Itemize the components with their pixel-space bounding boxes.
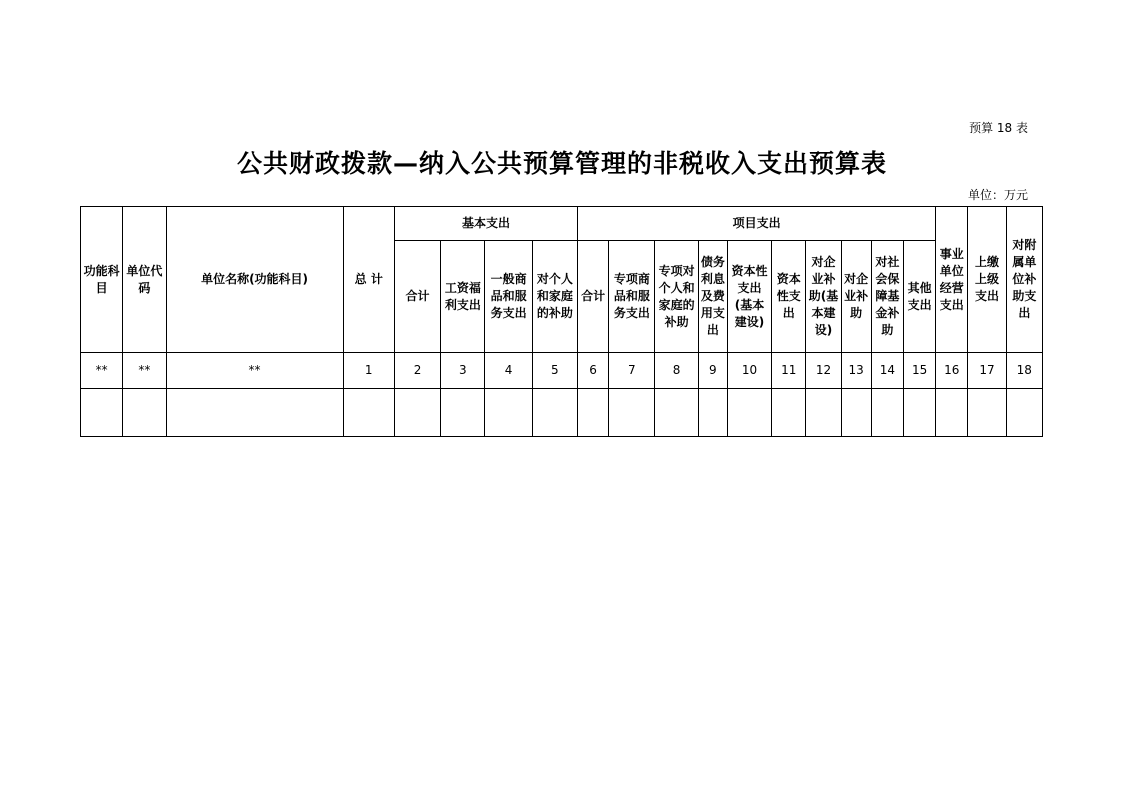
header-project-capital-construction: 资本性支出(基本建设) — [727, 241, 771, 353]
index-cell: 17 — [968, 353, 1006, 389]
empty-cell[interactable] — [532, 389, 577, 437]
header-func-subject: 功能科目 — [81, 207, 123, 353]
empty-cell[interactable] — [441, 389, 485, 437]
empty-cell[interactable] — [698, 389, 727, 437]
index-cell: 4 — [485, 353, 532, 389]
empty-cell[interactable] — [936, 389, 968, 437]
index-cell: 3 — [441, 353, 485, 389]
header-project-goods-services: 专项商品和服务支出 — [609, 241, 655, 353]
header-subsidiary-subsidy: 对附属单位补助支出 — [1006, 207, 1042, 353]
budget-table — [80, 206, 1043, 437]
empty-cell[interactable] — [485, 389, 532, 437]
index-cell: 12 — [806, 353, 841, 389]
header-row-1 — [81, 207, 1043, 241]
empty-cell[interactable] — [394, 389, 440, 437]
header-unit-name: 单位名称(功能科目) — [166, 207, 343, 353]
empty-cell[interactable] — [903, 389, 935, 437]
header-public-unit-operating: 事业单位经营支出 — [936, 207, 968, 353]
empty-cell[interactable] — [166, 389, 343, 437]
empty-cell[interactable] — [343, 389, 394, 437]
empty-cell[interactable] — [727, 389, 771, 437]
empty-cell[interactable] — [81, 389, 123, 437]
data-row-empty — [81, 389, 1043, 437]
header-upper-payment: 上缴上级支出 — [968, 207, 1006, 353]
empty-cell[interactable] — [123, 389, 166, 437]
index-cell: ** — [123, 353, 166, 389]
header-project-debt-interest: 债务利息及费用支出 — [698, 241, 727, 353]
header-project-enterprise-subsidy: 对企业补助 — [841, 241, 871, 353]
empty-cell[interactable] — [578, 389, 609, 437]
index-cell: 5 — [532, 353, 577, 389]
index-cell: 16 — [936, 353, 968, 389]
table-number: 预算 18 表 — [969, 121, 1028, 135]
index-cell: 6 — [578, 353, 609, 389]
index-cell: 11 — [772, 353, 806, 389]
index-cell: 1 — [343, 353, 394, 389]
header-unit-code: 单位代码 — [123, 207, 166, 353]
header-project-social-security: 对社会保障基金补助 — [871, 241, 903, 353]
index-row — [81, 353, 1043, 389]
index-cell: 8 — [655, 353, 698, 389]
index-cell: 18 — [1006, 353, 1042, 389]
index-cell: ** — [166, 353, 343, 389]
index-cell: 13 — [841, 353, 871, 389]
header-project-capital: 资本性支出 — [772, 241, 806, 353]
header-basic-wages: 工资福利支出 — [441, 241, 485, 353]
empty-cell[interactable] — [841, 389, 871, 437]
header-total: 总 计 — [343, 207, 394, 353]
header-project-other: 其他支出 — [903, 241, 935, 353]
empty-cell[interactable] — [806, 389, 841, 437]
header-project-enterprise-construction: 对企业补助(基本建设) — [806, 241, 841, 353]
unit-label: 单位：万元 — [967, 188, 1028, 202]
header-basic-expenditure: 基本支出 — [394, 207, 577, 241]
empty-cell[interactable] — [772, 389, 806, 437]
index-cell: 14 — [871, 353, 903, 389]
empty-cell[interactable] — [609, 389, 655, 437]
empty-cell[interactable] — [1006, 389, 1042, 437]
header-basic-subtotal: 合计 — [394, 241, 440, 353]
header-project-household-subsidy: 专项对个人和家庭的补助 — [655, 241, 698, 353]
header-project-expenditure: 项目支出 — [578, 207, 936, 241]
empty-cell[interactable] — [655, 389, 698, 437]
empty-cell[interactable] — [968, 389, 1006, 437]
empty-cell[interactable] — [871, 389, 903, 437]
index-cell: 9 — [698, 353, 727, 389]
index-cell: 7 — [609, 353, 655, 389]
page-title: 公共财政拨款—纳入公共预算管理的非税收入支出预算表 — [236, 149, 887, 178]
index-cell: 15 — [903, 353, 935, 389]
index-cell: ** — [81, 353, 123, 389]
index-cell: 10 — [727, 353, 771, 389]
header-basic-goods-services: 一般商品和服务支出 — [485, 241, 532, 353]
header-basic-household-subsidy: 对个人和家庭的补助 — [532, 241, 577, 353]
index-cell: 2 — [394, 353, 440, 389]
header-project-subtotal: 合计 — [578, 241, 609, 353]
